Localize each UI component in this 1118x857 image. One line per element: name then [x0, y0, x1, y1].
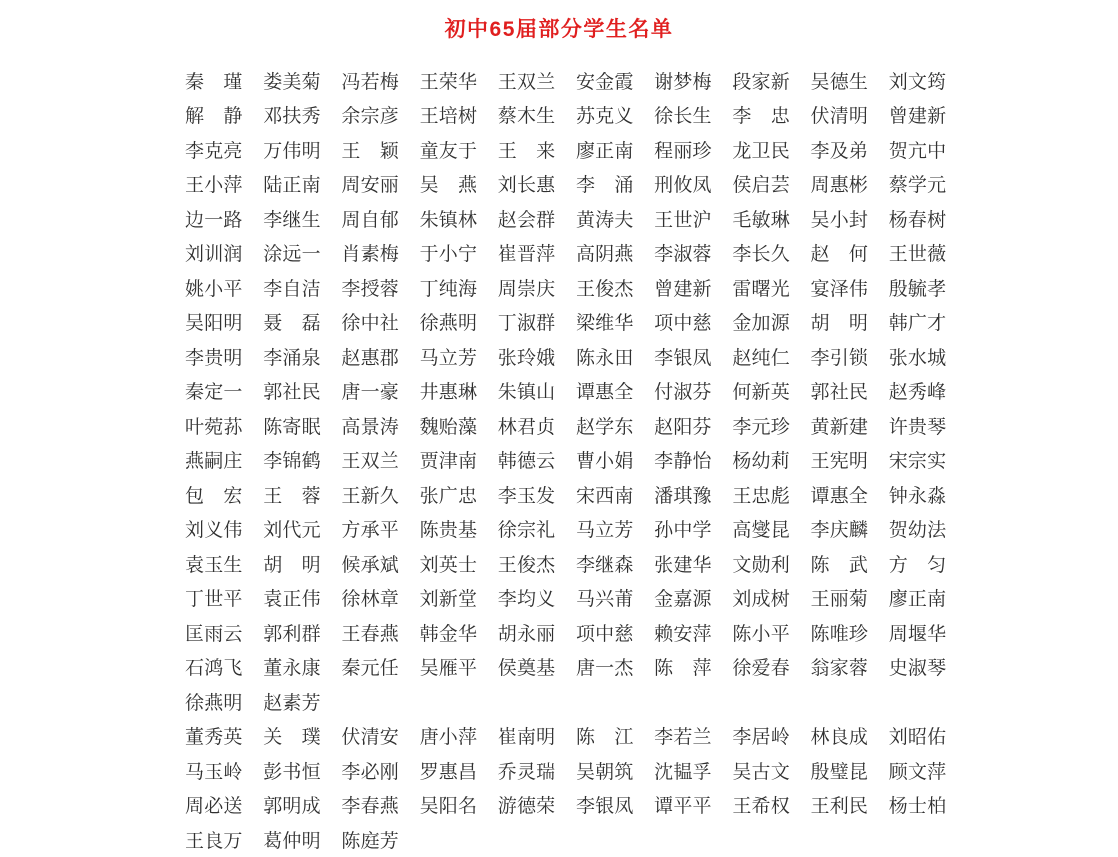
student-name: 郭利群 [263, 623, 321, 645]
student-name: 韩德云 [497, 451, 556, 473]
student-name: 伏清安 [341, 727, 399, 749]
student-name: 吴雁平 [419, 658, 478, 680]
student-name: 陈小平 [732, 623, 790, 645]
student-name: 付淑芬 [654, 382, 712, 404]
student-name: 吴古文 [732, 761, 790, 783]
student-name: 安金霞 [575, 71, 634, 93]
student-name: 李 涌 [575, 175, 634, 197]
student-name: 胡 明 [263, 554, 321, 576]
student-name: 游德荣 [497, 796, 556, 818]
student-name: 孙中学 [654, 520, 712, 542]
student-name: 金加源 [732, 313, 790, 335]
student-name: 曾建新 [888, 106, 947, 128]
student-name: 马立芳 [575, 520, 634, 542]
student-name: 王小萍 [185, 175, 243, 197]
student-name: 李涌泉 [263, 347, 321, 369]
student-name: 王丽菊 [810, 589, 869, 611]
student-name: 陈 萍 [654, 658, 712, 680]
student-name: 秦元任 [341, 658, 399, 680]
student-name: 吴阳名 [419, 796, 478, 818]
student-name: 赵惠郡 [341, 347, 399, 369]
student-name: 李授蓉 [341, 278, 399, 300]
student-name: 曾建新 [654, 278, 712, 300]
student-name: 丁淑群 [497, 313, 556, 335]
student-name: 王荣华 [419, 71, 478, 93]
student-name: 段家新 [732, 71, 790, 93]
student-name: 项中慈 [654, 313, 712, 335]
student-name: 王双兰 [497, 71, 556, 93]
student-name: 秦定一 [185, 382, 243, 404]
student-name: 陈 武 [810, 554, 869, 576]
student-name: 王 蓉 [263, 485, 321, 507]
name-row [185, 788, 1118, 823]
student-name: 刘训润 [185, 244, 243, 266]
name-row [185, 443, 1118, 478]
student-name: 张玲娥 [497, 347, 556, 369]
student-name: 郭明成 [263, 796, 321, 818]
name-row [185, 339, 1118, 374]
student-name: 李玉发 [497, 485, 556, 507]
student-name: 李均义 [497, 589, 556, 611]
name-row [185, 581, 1118, 616]
student-name: 蔡学元 [888, 175, 947, 197]
student-name: 王世薇 [888, 244, 947, 266]
student-name: 崔晋萍 [497, 244, 556, 266]
name-row [185, 753, 1118, 788]
student-name: 王双兰 [341, 451, 399, 473]
student-name: 井惠琳 [419, 382, 478, 404]
student-name: 童友于 [419, 140, 478, 162]
student-name: 王世沪 [654, 209, 712, 231]
student-name: 李 忠 [732, 106, 790, 128]
student-name: 燕嗣庄 [185, 451, 243, 473]
student-name: 丁世平 [185, 589, 243, 611]
student-name: 吴朝筑 [575, 761, 634, 783]
student-name: 韩广才 [888, 313, 947, 335]
student-name: 廖正南 [888, 589, 947, 611]
student-name: 刘英士 [419, 554, 478, 576]
student-name: 刘文筠 [888, 71, 947, 93]
name-row [185, 236, 1118, 271]
student-name: 聂 磊 [263, 313, 321, 335]
student-name: 边一路 [185, 209, 243, 231]
student-name: 史淑琴 [888, 658, 947, 680]
student-name: 李继生 [263, 209, 321, 231]
student-name: 袁玉生 [185, 554, 243, 576]
student-name: 王新久 [341, 485, 399, 507]
student-name: 胡 明 [810, 313, 869, 335]
student-name: 周安丽 [341, 175, 399, 197]
student-name: 宋西南 [575, 485, 634, 507]
student-name: 候承斌 [341, 554, 399, 576]
name-row [185, 546, 1118, 581]
student-name: 王俊杰 [497, 554, 556, 576]
student-name: 顾文萍 [888, 761, 947, 783]
student-name: 乔灵瑞 [497, 761, 556, 783]
student-name: 钟永淼 [888, 485, 947, 507]
student-name: 涂远一 [263, 244, 321, 266]
name-row [185, 374, 1118, 409]
name-row [185, 305, 1118, 340]
student-name: 谭惠全 [575, 382, 634, 404]
student-name: 李银凤 [575, 796, 634, 818]
name-row [185, 822, 1118, 857]
student-name: 苏克义 [575, 106, 634, 128]
student-name: 董秀英 [185, 727, 243, 749]
student-name: 方 匀 [888, 554, 947, 576]
student-name: 刘昭佑 [888, 727, 947, 749]
student-name: 朱镇林 [419, 209, 478, 231]
student-name: 曹小娟 [575, 451, 634, 473]
student-name: 魏贻藻 [419, 416, 478, 438]
student-name: 万伟明 [263, 140, 321, 162]
student-name: 李若兰 [654, 727, 712, 749]
student-name: 马兴莆 [575, 589, 634, 611]
student-name: 王利民 [810, 796, 869, 818]
student-name: 王 颖 [341, 140, 399, 162]
student-name: 董永康 [263, 658, 321, 680]
student-name: 金嘉源 [654, 589, 712, 611]
student-name: 刘代元 [263, 520, 321, 542]
student-name: 吴德生 [810, 71, 869, 93]
student-name: 李静怡 [654, 451, 712, 473]
student-name: 秦 瑾 [185, 71, 243, 93]
student-name-grid [185, 63, 1118, 857]
student-name: 冯若梅 [341, 71, 399, 93]
student-name: 李元珍 [732, 416, 790, 438]
student-name: 李长久 [732, 244, 790, 266]
student-name: 唐一杰 [575, 658, 634, 680]
student-name: 王良万 [185, 830, 243, 852]
student-name: 赵纯仁 [732, 347, 790, 369]
student-name: 杨幼莉 [732, 451, 790, 473]
student-name: 方承平 [341, 520, 399, 542]
student-name: 马立芳 [419, 347, 478, 369]
student-name: 伏清明 [810, 106, 869, 128]
student-name: 林良成 [810, 727, 869, 749]
student-name: 李自洁 [263, 278, 321, 300]
student-name: 赵阳芬 [654, 416, 712, 438]
student-name: 谭平平 [654, 796, 712, 818]
name-row [185, 63, 1118, 98]
student-name: 姚小平 [185, 278, 243, 300]
student-name: 解 静 [185, 106, 243, 128]
student-name: 黄涛夫 [575, 209, 634, 231]
student-name: 翁家蓉 [810, 658, 869, 680]
student-name: 唐小萍 [419, 727, 478, 749]
student-name: 黄新建 [810, 416, 869, 438]
student-name: 匡雨云 [185, 623, 243, 645]
name-row [185, 719, 1118, 754]
student-name: 程丽珍 [654, 140, 712, 162]
student-name: 高阴燕 [575, 244, 634, 266]
student-name: 贺亢中 [888, 140, 947, 162]
student-name: 李庆麟 [810, 520, 869, 542]
student-name: 李春燕 [341, 796, 399, 818]
student-name: 马玉岭 [185, 761, 243, 783]
student-name: 刘成树 [732, 589, 790, 611]
student-name: 刘义伟 [185, 520, 243, 542]
student-name: 王俊杰 [575, 278, 634, 300]
student-name: 龙卫民 [732, 140, 790, 162]
student-name: 王培树 [419, 106, 478, 128]
student-name: 袁正伟 [263, 589, 321, 611]
student-name: 林君贞 [497, 416, 556, 438]
student-name: 赵会群 [497, 209, 556, 231]
student-name: 蔡木生 [497, 106, 556, 128]
name-row [185, 408, 1118, 443]
student-name: 赵素芳 [263, 692, 321, 714]
name-row [185, 684, 1118, 719]
student-name: 徐林章 [341, 589, 399, 611]
student-name: 周自郁 [341, 209, 399, 231]
student-name: 陈寄眠 [263, 416, 321, 438]
student-name: 宋宗实 [888, 451, 947, 473]
student-name: 李淑蓉 [654, 244, 712, 266]
student-name: 廖正南 [575, 140, 634, 162]
name-row [185, 270, 1118, 305]
student-name: 毛敏琳 [732, 209, 790, 231]
student-name: 谭惠全 [810, 485, 869, 507]
student-name: 高景涛 [341, 416, 399, 438]
student-name: 李居岭 [732, 727, 790, 749]
student-name: 刑攸凤 [654, 175, 712, 197]
student-name: 周崇庆 [497, 278, 556, 300]
student-name: 侯奠基 [497, 658, 556, 680]
student-name: 李锦鹤 [263, 451, 321, 473]
student-name: 赵 何 [810, 244, 869, 266]
student-name: 彭书恒 [263, 761, 321, 783]
student-name: 徐爱春 [732, 658, 790, 680]
student-name: 刘长惠 [497, 175, 556, 197]
student-name: 李银凤 [654, 347, 712, 369]
student-name: 于小宁 [419, 244, 478, 266]
student-name: 李贵明 [185, 347, 243, 369]
page-title: 初中65届部分学生名单 [444, 18, 674, 41]
student-name: 丁纯海 [419, 278, 478, 300]
student-name: 李克亮 [185, 140, 243, 162]
student-name: 雷曙光 [732, 278, 790, 300]
student-name: 潘琪豫 [654, 485, 712, 507]
name-row [185, 512, 1118, 547]
student-name: 文勋利 [732, 554, 790, 576]
student-name: 郭社民 [263, 382, 321, 404]
student-name: 杨士柏 [888, 796, 947, 818]
name-row [185, 98, 1118, 133]
student-name: 王春燕 [341, 623, 399, 645]
student-name: 罗惠昌 [419, 761, 478, 783]
student-name: 唐一豪 [341, 382, 399, 404]
student-name: 梁维华 [575, 313, 634, 335]
student-name: 胡永丽 [497, 623, 556, 645]
student-name: 肖素梅 [341, 244, 399, 266]
student-name: 何新英 [732, 382, 790, 404]
student-name: 周堰华 [888, 623, 947, 645]
student-name: 徐燕明 [419, 313, 478, 335]
student-name: 郭社民 [810, 382, 869, 404]
student-name: 沈韫孚 [654, 761, 712, 783]
student-name: 项中慈 [575, 623, 634, 645]
student-name: 殷璧昆 [810, 761, 869, 783]
student-name: 包 宏 [185, 485, 243, 507]
student-name: 葛仲明 [263, 830, 321, 852]
student-name: 徐长生 [654, 106, 712, 128]
name-row [185, 615, 1118, 650]
student-name: 娄美菊 [263, 71, 321, 93]
student-name: 崔南明 [497, 727, 556, 749]
student-name: 赵秀峰 [888, 382, 947, 404]
student-name: 宴泽伟 [810, 278, 869, 300]
student-name: 陈唯珍 [810, 623, 869, 645]
name-row [185, 201, 1118, 236]
student-name: 殷毓孝 [888, 278, 947, 300]
student-name: 邓扶秀 [263, 106, 321, 128]
student-name: 陈庭芳 [341, 830, 399, 852]
student-name: 吴阳明 [185, 313, 243, 335]
student-name: 韩金华 [419, 623, 478, 645]
student-name: 周惠彬 [810, 175, 869, 197]
student-name: 李继森 [575, 554, 634, 576]
student-name: 王宪明 [810, 451, 869, 473]
student-name: 张广忠 [419, 485, 478, 507]
student-name: 徐中社 [341, 313, 399, 335]
student-name: 李引锁 [810, 347, 869, 369]
student-name: 吴小封 [810, 209, 869, 231]
student-name: 叶菀荪 [185, 416, 243, 438]
student-name: 徐宗礼 [497, 520, 556, 542]
student-name: 张水城 [888, 347, 947, 369]
student-name: 关 璞 [263, 727, 321, 749]
student-name: 徐燕明 [185, 692, 243, 714]
name-row [185, 650, 1118, 685]
student-name: 周必送 [185, 796, 243, 818]
student-name: 侯启芸 [732, 175, 790, 197]
student-name: 杨春树 [888, 209, 947, 231]
student-name: 贺幼法 [888, 520, 947, 542]
student-name: 余宗彦 [341, 106, 399, 128]
student-name: 王希权 [732, 796, 790, 818]
student-name: 高燮昆 [732, 520, 790, 542]
student-name: 许贵琴 [888, 416, 947, 438]
student-name: 石鸿飞 [185, 658, 243, 680]
name-row [185, 167, 1118, 202]
student-name: 王 来 [497, 140, 556, 162]
student-name: 陈永田 [575, 347, 634, 369]
student-name: 王忠彪 [732, 485, 790, 507]
student-name: 朱镇山 [497, 382, 556, 404]
student-name: 吴 燕 [419, 175, 478, 197]
student-name: 陈 江 [575, 727, 634, 749]
student-name: 贾津南 [419, 451, 478, 473]
student-name: 谢梦梅 [654, 71, 712, 93]
name-row [185, 132, 1118, 167]
student-name: 刘新堂 [419, 589, 478, 611]
student-name: 赖安萍 [654, 623, 712, 645]
student-name: 赵学东 [575, 416, 634, 438]
name-row [185, 477, 1118, 512]
student-name: 张建华 [654, 554, 712, 576]
student-name: 陆正南 [263, 175, 321, 197]
student-name: 李及弟 [810, 140, 869, 162]
student-name: 李必刚 [341, 761, 399, 783]
student-name: 陈贵基 [419, 520, 478, 542]
